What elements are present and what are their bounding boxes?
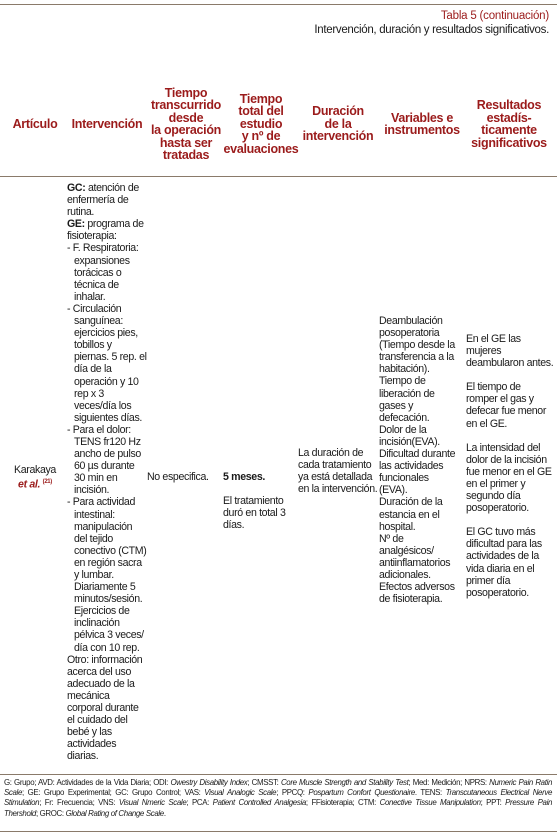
header-resultados: Resultados estadís- ticamente significativos xyxy=(471,98,547,150)
ge-text: programa de fisioterapia: xyxy=(67,218,144,243)
header-articulo: Artículo xyxy=(12,116,58,131)
article-author: Karakaya xyxy=(14,464,56,476)
variable-item: Nº de analgésicos/ antiinflamatorios adicionales. xyxy=(379,532,451,581)
gc-label: GC: xyxy=(67,182,86,194)
result-item: El GC tuvo más dificultad para las actividades de la vida diaria en el primer día posoperatorio. xyxy=(466,526,542,599)
total-time-bold: 5 meses. xyxy=(223,471,265,483)
table-caption-number: Tabla 5 (continuación) xyxy=(440,10,549,22)
result-item: En el GE las mujeres deambularon antes. xyxy=(466,333,554,370)
ge-label: GE: xyxy=(67,218,85,231)
article-etal: et al. xyxy=(18,478,41,491)
header-tiempo-total: Tiempo total del estudio y nº de evaluaciones xyxy=(223,91,299,156)
total-time-cell xyxy=(223,471,295,531)
variable-item: Deambulación posoperatoria (Tiempo desde la transferencia a la habitación). xyxy=(379,315,455,376)
intervention-item: - Para actividad intestinal: manipulación del tejido conectivo (CTM) en región sacra y lumbar. Diariamente 5 minutos/sesión. Ejercicios de inclinación pélvica 3 veces/ día con 10 rep. xyxy=(67,496,147,654)
variable-item: Dificultad durante las actividades funcionales (EVA). xyxy=(379,448,456,497)
total-time-text: El tratamiento duró en total 3 días. xyxy=(223,495,286,532)
results-cell xyxy=(466,333,554,599)
intervention-item: - Para el dolor: TENS fr120 Hz ancho de pulso 60 µs durante 30 min en incisión. xyxy=(67,423,141,497)
bottom-rule xyxy=(0,831,557,832)
header-variables: Variables e instrumentos xyxy=(384,110,460,137)
result-item: La intensidad del dolor de la incisión fue menor en el GE en el primer y segundo día posoperatorio. xyxy=(466,441,552,515)
intervention-item: - F. Respiratoria: expansiones torácicas o técnica de inhalar. xyxy=(67,242,139,303)
header-duracion: Duración de la intervención xyxy=(302,104,374,144)
gc-text: atención de enfermería de rutina. xyxy=(67,182,139,219)
header-intervencion: Intervención xyxy=(71,116,143,131)
variable-item: Dolor de la incisión(EVA). xyxy=(379,423,440,448)
intervention-other: Otro: información acerca del uso adecuado de la mecánica corporal durante el cuidado del bebé y las actividades diarias. xyxy=(67,653,143,763)
variable-item: Duración de la estancia en el hospital. xyxy=(379,496,443,533)
top-rule xyxy=(0,4,557,5)
table-caption-title: Intervención, duración y resultados significativos. xyxy=(314,24,549,36)
header-tiempo-transcurrido: Tiempo transcurrido desde la operación hasta ser tratadas xyxy=(150,85,222,162)
variable-item: Efectos adversos de fisioterapia. xyxy=(379,581,455,606)
article-cell xyxy=(4,464,66,491)
article-reference: (21) xyxy=(42,479,52,486)
duration-cell: La duración de cada tratamiento ya está detallada en la intervención. xyxy=(298,447,378,496)
variable-item: Tiempo de liberación de gases y defecación. xyxy=(379,375,435,424)
table-footnote: G: Grupo; AVD: Actividades de la Vida Diaria; ODI: Owestry Disability Index; CMSST: Core Muscle Strength and Stability Test; Med: Medición; NPRS: Numeric Pain Ratin Scale; GE: Grupo Experimental; GC: Grupo Control; VAS: Visual Analogic Scale; PPCQ: Pospartum Confort Questionaire. TENS: Transcutaneous Electrical Nerve Stimulation; Fr: Frecuencia; VNS: Visual Nmeric Scale; PCA: Patient Controlled Analgesia; FFisioterapia; CTM: Conective Tissue Manipulation; PPT: Pressure Pain Thershold; GROC: Global Rating of Change Scale. xyxy=(4,778,553,818)
intervention-cell xyxy=(67,182,147,763)
time-since-op-cell: No especifica. xyxy=(147,471,209,483)
variables-cell xyxy=(379,315,459,605)
table-bottom-rule xyxy=(0,774,557,775)
header-bottom-rule xyxy=(0,176,557,177)
result-item: El tiempo de romper el gas y defecar fue menor en el GE. xyxy=(466,381,547,430)
intervention-item: - Circulación sanguínea: ejercicios pies, tobillos y piernas. 5 rep. el día de la operación y 10 rep x 3 veces/día los siguientes días. xyxy=(67,302,147,424)
